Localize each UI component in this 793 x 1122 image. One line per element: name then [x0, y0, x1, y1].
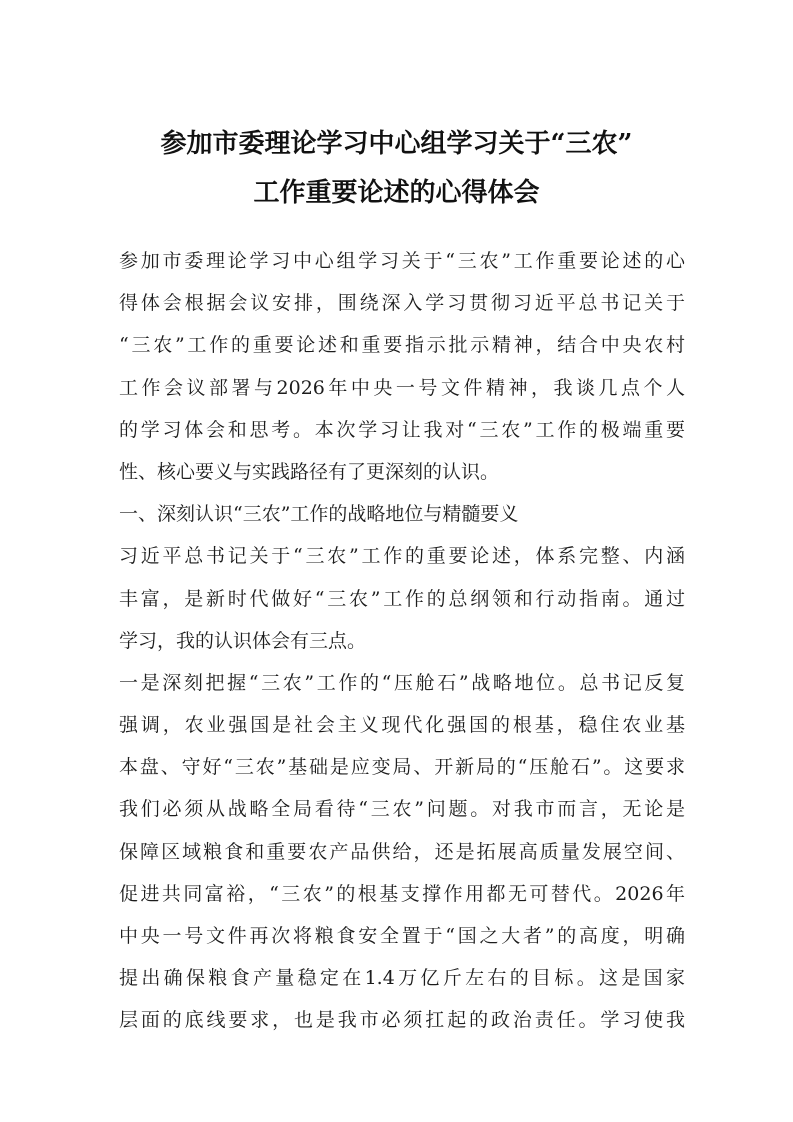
document-title-line-1: 参加市委理论学习中心组学习关于“三农” [160, 129, 633, 159]
body-line: “三农”工作的重要论述和重要指示批示精神，结合中央农村 [119, 334, 685, 357]
body-line: 一是深刻把握“三农”工作的“压舱石”战略地位。总书记反复 [119, 671, 685, 694]
body-line: 习近平总书记关于“三农”工作的重要论述，体系完整、内涵 [119, 545, 685, 568]
body-line: 提出确保粮食产量稳定在1.4万亿斤左右的目标。这是国家 [119, 967, 685, 990]
document-body [119, 240, 685, 1042]
body-line: 我们必须从战略全局看待“三农”问题。对我市而言，无论是 [119, 798, 685, 821]
body-line: 促进共同富裕，“三农”的根基支撑作用都无可替代。2026年 [119, 882, 685, 905]
body-line: 强调，农业强国是社会主义现代化强国的根基，稳住农业基 [119, 714, 685, 737]
body-line: 保障区域粮食和重要农产品供给，还是拓展高质量发展空间、 [119, 840, 685, 863]
body-line: 学习，我的认识体会有三点。 [119, 629, 367, 652]
body-line: 性、核心要义与实践路径有了更深刻的认识。 [119, 460, 500, 483]
body-line: 中央一号文件再次将粮食安全置于“国之大者”的高度，明确 [119, 925, 685, 947]
body-line: 得体会根据会议安排，围绕深入学习贯彻习近平总书记关于 [119, 292, 685, 315]
document-title-line-2: 工作重要论述的心得体会 [253, 178, 540, 208]
body-line: 本盘、守好“三农”基础是应变局、开新局的“压舱石”。这要求 [119, 756, 685, 779]
body-line: 的学习体会和思考。本次学习让我对“三农”工作的极端重要 [119, 418, 685, 441]
section-heading: 一、深刻认识“三农”工作的战略地位与精髓要义 [119, 503, 519, 526]
body-line: 工作会议部署与2026年中央一号文件精神，我谈几点个人 [119, 376, 685, 399]
body-line: 丰富，是新时代做好“三农”工作的总纲领和行动指南。通过 [119, 587, 685, 610]
body-line: 层面的底线要求，也是我市必须扛起的政治责任。学习使我 [119, 1009, 685, 1032]
body-line: 参加市委理论学习中心组学习关于“三农”工作重要论述的心 [119, 250, 685, 272]
